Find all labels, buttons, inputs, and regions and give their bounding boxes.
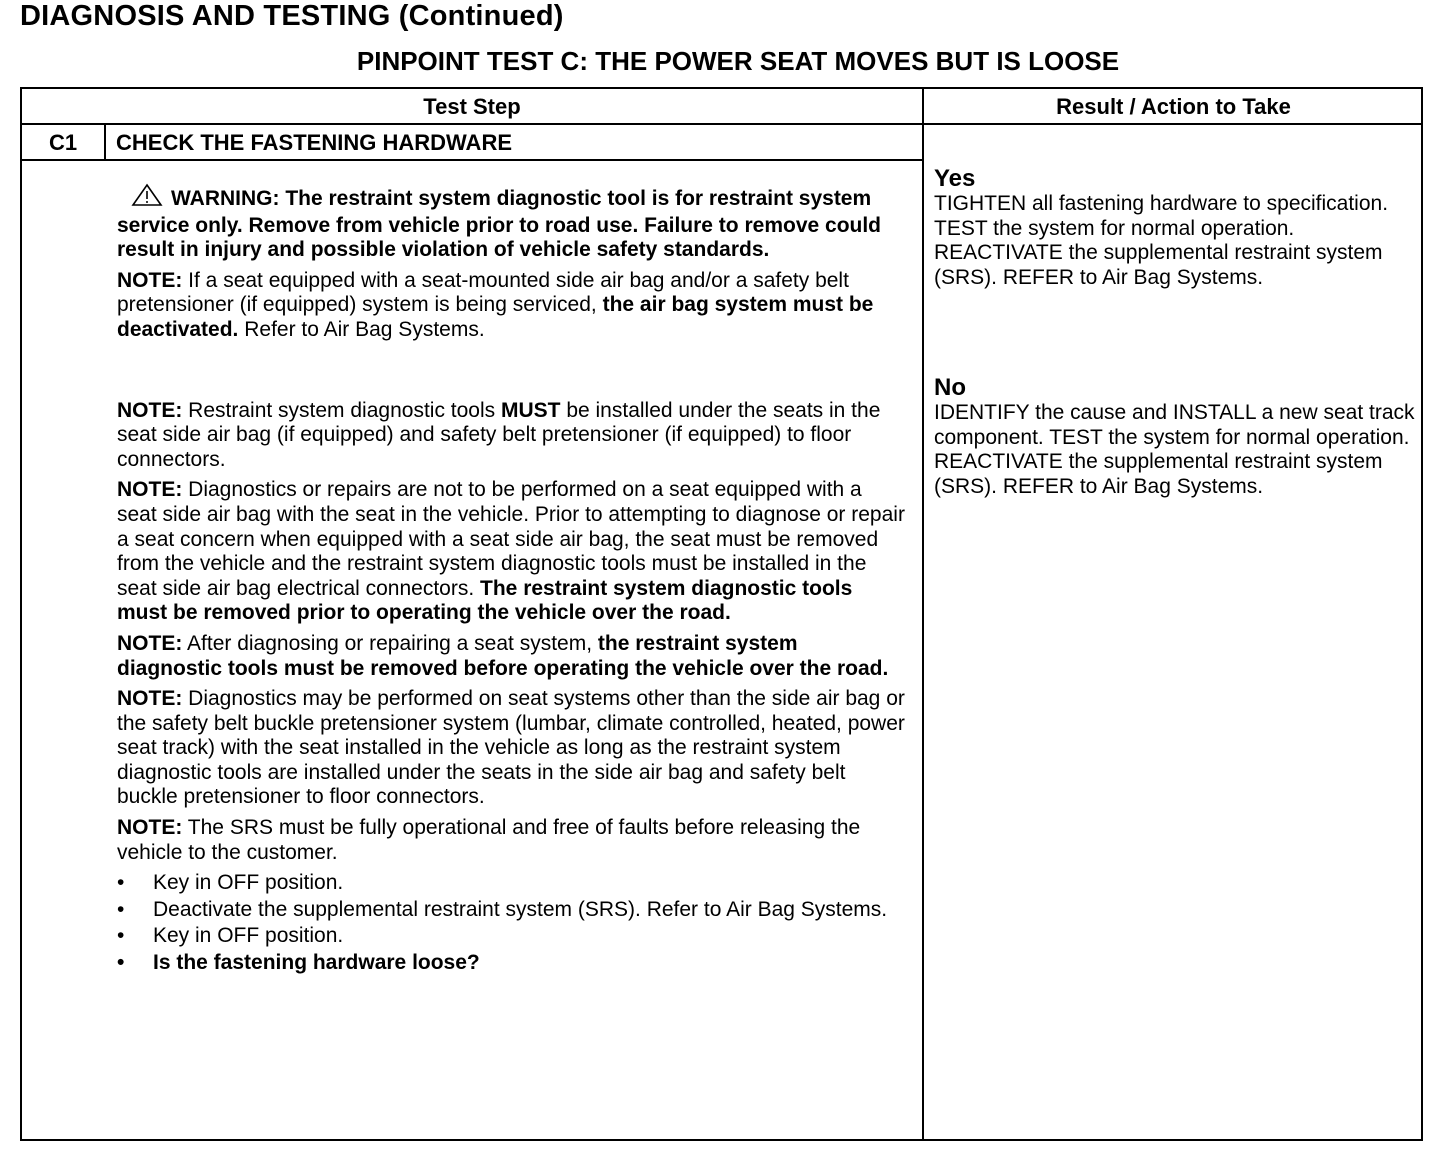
- list-item: • Key in OFF position.: [117, 871, 344, 895]
- section-title: DIAGNOSIS AND TESTING (Continued): [20, 0, 564, 32]
- note3-text-a: Diagnostics or repairs are not to be performed on a seat equipped with a seat side air bag with the seat in the vehicle. Prior to attempting to diagnose or repair a seat concern when equipped with a seat side air bag, the seat must be removed from the vehicle and the restraint system diagnostic tools must be installed in the seat side air bag electrical connectors.: [117, 478, 905, 600]
- step-actions-list: [117, 871, 907, 975]
- bullet-icon: •: [117, 924, 125, 948]
- step-row-divider: [22, 159, 922, 161]
- note-label: NOTE:: [117, 478, 183, 502]
- header-result-action: Result / Action to Take: [1056, 94, 1291, 119]
- note-label: NOTE:: [117, 268, 183, 292]
- note1-text-b: the air bag system must be deactivated.: [117, 293, 874, 341]
- pinpoint-test-title: PINPOINT TEST C: THE POWER SEAT MOVES BUT IS LOOSE: [356, 46, 1120, 76]
- note-no-repairs-in-vehicle: [117, 478, 907, 626]
- note1-text-c: Refer to Air Bag Systems.: [244, 317, 485, 341]
- note-srs-operational: [117, 816, 907, 865]
- note2-text-a: Restraint system diagnostic tools: [188, 398, 496, 422]
- column-divider: [922, 89, 924, 1139]
- bullet-icon: •: [117, 871, 125, 895]
- note1-text-a: If a seat equipped with a seat-mounted side air bag and/or a safety belt pretensioner (if equipped) system is being serviced,: [117, 268, 849, 317]
- header-divider: [22, 123, 1421, 125]
- note4-text-a: After diagnosing or repairing a seat system,: [187, 631, 593, 655]
- result-no-text: IDENTIFY the cause and INSTALL a new seat track component. TEST the system for normal operation. REACTIVATE the supplemental restraint system (SRS). REFER to Air Bag Systems.: [934, 401, 1415, 498]
- note-label: NOTE:: [117, 631, 183, 655]
- warning-triangle-icon: [131, 183, 163, 214]
- step-body: [117, 183, 907, 978]
- step-id: C1: [48, 130, 78, 155]
- note6-text: The SRS must be fully operational and free of faults before releasing the vehicle to the customer.: [117, 816, 861, 864]
- note2-text-b: MUST: [500, 398, 561, 422]
- note-tools-install: [117, 399, 907, 473]
- result-yes-label: Yes: [934, 165, 976, 192]
- step-title: CHECK THE FASTENING HARDWARE: [116, 130, 513, 155]
- result-yes-text: TIGHTEN all fastening hardware to specification. TEST the system for normal operation. REACTIVATE the supplemental restraint system (SRS). REFER to Air Bag Systems.: [934, 192, 1389, 289]
- pinpoint-test-table: [20, 87, 1423, 1141]
- bullet-icon: •: [117, 897, 125, 921]
- warning-text: WARNING: The restraint system diagnostic tool is for restraint system service only. Remove from vehicle prior to road use. Failure to remove could result in injury and possible violation of vehicle safety standards.: [117, 187, 882, 262]
- warning-block: [117, 183, 907, 263]
- note-deactivate: [117, 269, 907, 343]
- list-item-question: • Is the fastening hardware loose?: [117, 951, 480, 975]
- header-test-step: Test Step: [423, 94, 521, 119]
- result-no-label: No: [934, 374, 966, 401]
- step-id-divider: [104, 125, 106, 159]
- note-after-diagnosing: [117, 632, 907, 681]
- bullet-icon: •: [117, 951, 125, 975]
- result-no: [934, 375, 1422, 499]
- list-item: • Key in OFF position.: [117, 924, 344, 948]
- note3-text-b: The restraint system diagnostic tools must be removed prior to operating the vehicle over the road.: [117, 576, 853, 625]
- note5-text: Diagnostics may be performed on seat systems other than the side air bag or the safety belt buckle pretensioner system (lumbar, climate controlled, heated, power seat track) with the seat installed in the vehicle as long as the restraint system diagnostic tools are installed under the seats in the side air bag and safety belt buckle pretensioner to floor connectors.: [117, 687, 905, 809]
- note-label: NOTE:: [117, 816, 183, 840]
- note-other-seat-systems: [117, 687, 907, 810]
- note4-text-b: the restraint system diagnostic tools must be removed before operating the vehicle over the road.: [117, 631, 889, 680]
- result-yes: [934, 166, 1422, 290]
- list-item: • Deactivate the supplemental restraint system (SRS). Refer to Air Bag Systems.: [117, 897, 888, 921]
- note-label: NOTE:: [117, 398, 183, 422]
- note-label: NOTE:: [117, 687, 183, 711]
- note2-text-c: be installed under the seats in the seat side air bag (if equipped) and safety belt pretensioner (if equipped) to floor connectors.: [117, 398, 881, 471]
